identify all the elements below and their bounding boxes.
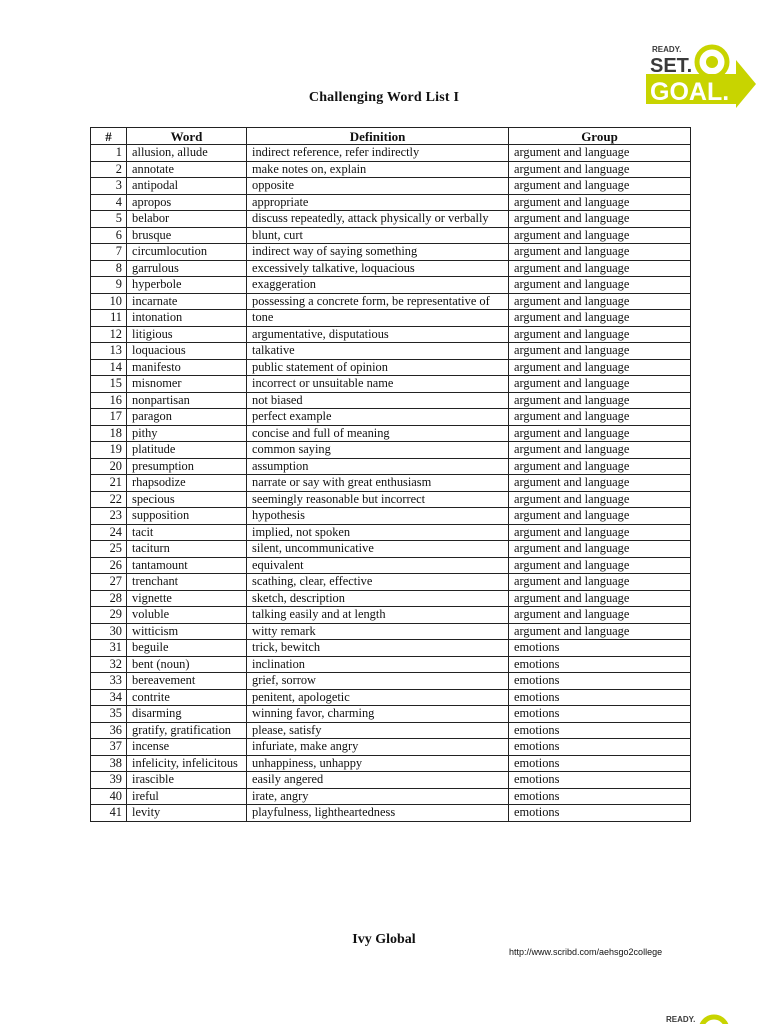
header-word: Word	[127, 128, 247, 145]
row-group: argument and language	[509, 145, 691, 162]
table-row	[91, 458, 691, 475]
table-row	[91, 607, 691, 624]
row-definition: appropriate	[247, 194, 509, 211]
row-definition: exaggeration	[247, 277, 509, 294]
row-word: apropos	[127, 194, 247, 211]
row-group: argument and language	[509, 475, 691, 492]
row-number: 5	[91, 211, 127, 228]
row-number: 15	[91, 376, 127, 393]
row-number: 35	[91, 706, 127, 723]
table-row	[91, 293, 691, 310]
table-row	[91, 656, 691, 673]
row-group: argument and language	[509, 277, 691, 294]
row-group: emotions	[509, 755, 691, 772]
row-word: brusque	[127, 227, 247, 244]
row-group: argument and language	[509, 607, 691, 624]
row-number: 33	[91, 673, 127, 690]
row-word: tacit	[127, 524, 247, 541]
source-url: http://www.scribd.com/aehsgo2college	[509, 947, 663, 957]
row-word: levity	[127, 805, 247, 822]
row-group: emotions	[509, 739, 691, 756]
row-definition: trick, bewitch	[247, 640, 509, 657]
row-word: circumlocution	[127, 244, 247, 261]
row-number: 3	[91, 178, 127, 195]
row-number: 31	[91, 640, 127, 657]
row-definition: argumentative, disputatious	[247, 326, 509, 343]
row-word: trenchant	[127, 574, 247, 591]
page-title: Challenging Word List I	[308, 90, 460, 105]
table-row	[91, 524, 691, 541]
table-row	[91, 491, 691, 508]
row-word: platitude	[127, 442, 247, 459]
row-number: 12	[91, 326, 127, 343]
row-word: vignette	[127, 590, 247, 607]
header-definition: Definition	[247, 128, 509, 145]
table-row	[91, 590, 691, 607]
table-row	[91, 343, 691, 360]
word-list-table	[90, 127, 691, 822]
row-number: 4	[91, 194, 127, 211]
row-number: 7	[91, 244, 127, 261]
table-row	[91, 194, 691, 211]
row-number: 8	[91, 260, 127, 277]
table-row	[91, 788, 691, 805]
row-word: manifesto	[127, 359, 247, 376]
row-number: 34	[91, 689, 127, 706]
row-number: 38	[91, 755, 127, 772]
row-word: presumption	[127, 458, 247, 475]
row-group: argument and language	[509, 491, 691, 508]
row-number: 19	[91, 442, 127, 459]
row-group: emotions	[509, 656, 691, 673]
row-number: 2	[91, 161, 127, 178]
row-number: 11	[91, 310, 127, 327]
row-word: supposition	[127, 508, 247, 525]
row-number: 24	[91, 524, 127, 541]
table-row	[91, 574, 691, 591]
row-group: argument and language	[509, 293, 691, 310]
row-word: beguile	[127, 640, 247, 657]
row-definition: inclination	[247, 656, 509, 673]
row-group: argument and language	[509, 541, 691, 558]
row-word: taciturn	[127, 541, 247, 558]
row-word: litigious	[127, 326, 247, 343]
row-definition: indirect reference, refer indirectly	[247, 145, 509, 162]
row-definition: talkative	[247, 343, 509, 360]
row-group: emotions	[509, 640, 691, 657]
row-number: 32	[91, 656, 127, 673]
row-word: disarming	[127, 706, 247, 723]
row-group: argument and language	[509, 326, 691, 343]
row-definition: make notes on, explain	[247, 161, 509, 178]
row-number: 28	[91, 590, 127, 607]
row-number: 6	[91, 227, 127, 244]
row-number: 39	[91, 772, 127, 789]
row-word: gratify, gratification	[127, 722, 247, 739]
table-row	[91, 161, 691, 178]
row-group: emotions	[509, 706, 691, 723]
row-word: hyperbole	[127, 277, 247, 294]
row-word: contrite	[127, 689, 247, 706]
row-word: allusion, allude	[127, 145, 247, 162]
row-word: paragon	[127, 409, 247, 426]
header-number: #	[91, 128, 127, 145]
row-definition: equivalent	[247, 557, 509, 574]
row-definition: penitent, apologetic	[247, 689, 509, 706]
row-definition: seemingly reasonable but incorrect	[247, 491, 509, 508]
table-row	[91, 722, 691, 739]
bottom-logo-text: READY.	[666, 1015, 696, 1024]
header-group: Group	[509, 128, 691, 145]
table-row	[91, 260, 691, 277]
table-row	[91, 557, 691, 574]
row-group: argument and language	[509, 359, 691, 376]
row-definition: public statement of opinion	[247, 359, 509, 376]
footer-brand: Ivy Global	[352, 932, 416, 947]
table-row	[91, 178, 691, 195]
row-word: ireful	[127, 788, 247, 805]
table-row	[91, 475, 691, 492]
row-definition: sketch, description	[247, 590, 509, 607]
row-word: irascible	[127, 772, 247, 789]
row-definition: irate, angry	[247, 788, 509, 805]
row-definition: infuriate, make angry	[247, 739, 509, 756]
row-number: 9	[91, 277, 127, 294]
row-number: 20	[91, 458, 127, 475]
row-group: emotions	[509, 689, 691, 706]
row-number: 36	[91, 722, 127, 739]
row-group: emotions	[509, 722, 691, 739]
row-word: incense	[127, 739, 247, 756]
row-definition: narrate or say with great enthusiasm	[247, 475, 509, 492]
row-word: intonation	[127, 310, 247, 327]
row-word: bent (noun)	[127, 656, 247, 673]
row-definition: please, satisfy	[247, 722, 509, 739]
table-row	[91, 326, 691, 343]
row-group: argument and language	[509, 392, 691, 409]
row-word: tantamount	[127, 557, 247, 574]
table-row	[91, 623, 691, 640]
row-definition: talking easily and at length	[247, 607, 509, 624]
row-definition: easily angered	[247, 772, 509, 789]
table-row	[91, 409, 691, 426]
table-row	[91, 392, 691, 409]
row-definition: winning favor, charming	[247, 706, 509, 723]
row-definition: possessing a concrete form, be representative of	[247, 293, 509, 310]
row-definition: tone	[247, 310, 509, 327]
logo-line1: READY.	[652, 45, 682, 54]
table-row	[91, 211, 691, 228]
row-number: 37	[91, 739, 127, 756]
row-group: argument and language	[509, 211, 691, 228]
row-word: nonpartisan	[127, 392, 247, 409]
table-row	[91, 244, 691, 261]
row-definition: scathing, clear, effective	[247, 574, 509, 591]
row-number: 22	[91, 491, 127, 508]
row-group: argument and language	[509, 161, 691, 178]
row-word: loquacious	[127, 343, 247, 360]
row-definition: not biased	[247, 392, 509, 409]
row-number: 13	[91, 343, 127, 360]
row-word: witticism	[127, 623, 247, 640]
row-definition: blunt, curt	[247, 227, 509, 244]
row-group: argument and language	[509, 409, 691, 426]
row-group: argument and language	[509, 376, 691, 393]
row-group: argument and language	[509, 574, 691, 591]
row-number: 29	[91, 607, 127, 624]
row-word: belabor	[127, 211, 247, 228]
row-group: argument and language	[509, 260, 691, 277]
table-row	[91, 689, 691, 706]
row-definition: silent, uncommunicative	[247, 541, 509, 558]
table-row	[91, 359, 691, 376]
row-number: 26	[91, 557, 127, 574]
table-row	[91, 508, 691, 525]
row-number: 16	[91, 392, 127, 409]
row-number: 40	[91, 788, 127, 805]
row-number: 17	[91, 409, 127, 426]
table-row	[91, 805, 691, 822]
row-group: emotions	[509, 805, 691, 822]
row-number: 18	[91, 425, 127, 442]
row-definition: perfect example	[247, 409, 509, 426]
table-row	[91, 442, 691, 459]
table-row	[91, 277, 691, 294]
row-group: argument and language	[509, 244, 691, 261]
row-word: infelicity, infelicitous	[127, 755, 247, 772]
row-group: emotions	[509, 788, 691, 805]
row-definition: incorrect or unsuitable name	[247, 376, 509, 393]
row-definition: opposite	[247, 178, 509, 195]
row-group: argument and language	[509, 343, 691, 360]
row-word: voluble	[127, 607, 247, 624]
row-group: argument and language	[509, 178, 691, 195]
table-row	[91, 673, 691, 690]
row-number: 10	[91, 293, 127, 310]
row-group: argument and language	[509, 508, 691, 525]
row-word: rhapsodize	[127, 475, 247, 492]
row-definition: excessively talkative, loquacious	[247, 260, 509, 277]
row-number: 30	[91, 623, 127, 640]
row-definition: unhappiness, unhappy	[247, 755, 509, 772]
table-row	[91, 227, 691, 244]
row-group: emotions	[509, 772, 691, 789]
row-word: garrulous	[127, 260, 247, 277]
row-group: argument and language	[509, 227, 691, 244]
table-row	[91, 376, 691, 393]
row-group: argument and language	[509, 310, 691, 327]
table-row	[91, 145, 691, 162]
table-row	[91, 755, 691, 772]
row-group: argument and language	[509, 425, 691, 442]
row-definition: hypothesis	[247, 508, 509, 525]
table-row	[91, 310, 691, 327]
row-number: 21	[91, 475, 127, 492]
logo-line3: GOAL.	[650, 78, 730, 106]
row-group: argument and language	[509, 590, 691, 607]
row-definition: common saying	[247, 442, 509, 459]
row-number: 25	[91, 541, 127, 558]
row-definition: concise and full of meaning	[247, 425, 509, 442]
row-definition: indirect way of saying something	[247, 244, 509, 261]
row-number: 41	[91, 805, 127, 822]
row-number: 14	[91, 359, 127, 376]
row-number: 27	[91, 574, 127, 591]
row-group: argument and language	[509, 442, 691, 459]
row-word: incarnate	[127, 293, 247, 310]
table-row	[91, 541, 691, 558]
logo-line2: SET.	[650, 55, 693, 77]
row-word: antipodal	[127, 178, 247, 195]
row-group: argument and language	[509, 194, 691, 211]
row-word: annotate	[127, 161, 247, 178]
row-number: 1	[91, 145, 127, 162]
row-definition: discuss repeatedly, attack physically or verbally	[247, 211, 509, 228]
table-row	[91, 640, 691, 657]
bottom-logo	[664, 1008, 754, 1024]
row-group: argument and language	[509, 623, 691, 640]
row-definition: implied, not spoken	[247, 524, 509, 541]
row-group: argument and language	[509, 524, 691, 541]
row-definition: grief, sorrow	[247, 673, 509, 690]
row-word: misnomer	[127, 376, 247, 393]
table-row	[91, 425, 691, 442]
table-row	[91, 739, 691, 756]
row-group: argument and language	[509, 458, 691, 475]
table-row	[91, 706, 691, 723]
row-definition: assumption	[247, 458, 509, 475]
row-group: emotions	[509, 673, 691, 690]
row-definition: witty remark	[247, 623, 509, 640]
table-row	[91, 772, 691, 789]
row-group: argument and language	[509, 557, 691, 574]
row-definition: playfulness, lightheartedness	[247, 805, 509, 822]
row-word: specious	[127, 491, 247, 508]
row-word: pithy	[127, 425, 247, 442]
table-header-row	[91, 128, 691, 145]
row-number: 23	[91, 508, 127, 525]
row-word: bereavement	[127, 673, 247, 690]
